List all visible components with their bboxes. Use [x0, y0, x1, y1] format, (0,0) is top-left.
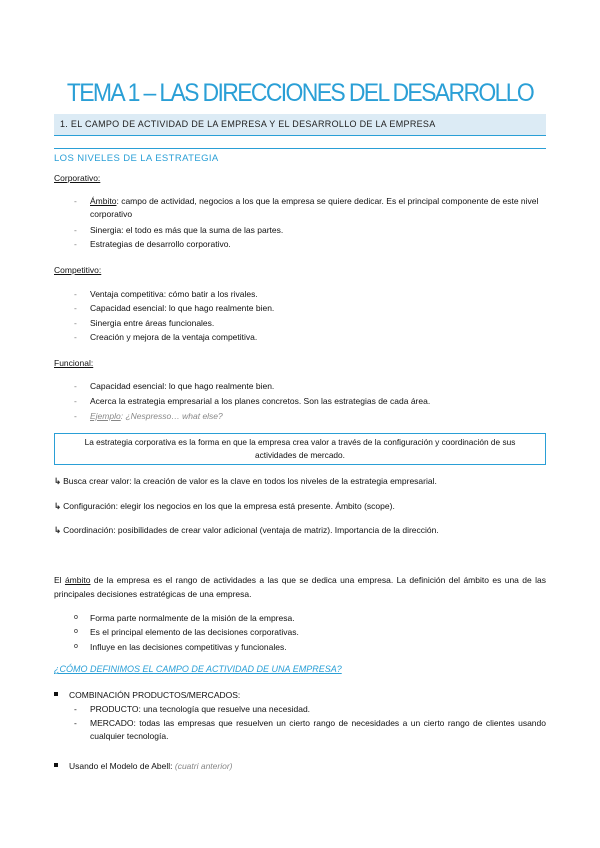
list-item-text: Es el principal elemento de las decisiones corporativas.: [90, 627, 299, 637]
dash-marker: -: [74, 239, 77, 249]
list-item: [74, 302, 546, 315]
page-title: TEMA 1 – LAS DIRECCIONES DEL DESARROLLO: [66, 79, 534, 107]
list-item-text: Estrategias de desarrollo corporativo.: [90, 239, 231, 249]
square-list-item: [54, 760, 546, 773]
corporativo-heading: Corporativo:: [54, 173, 101, 183]
list-item-text: MERCADO: todas las empresas que resuelven un cierto rango de necesidades a un cierto rango de clientes usando cualquier tecnología.: [90, 718, 546, 742]
list-item-text: Forma parte normalmente de la misión de la empresa.: [90, 613, 295, 623]
square-list-item: [54, 689, 546, 702]
square-bullet-icon: [54, 763, 58, 767]
list-item: [74, 331, 546, 344]
sub-list-item: [74, 703, 546, 716]
section-heading: 1. EL CAMPO DE ACTIVIDAD DE LA EMPRESA Y EL DESARROLLO DE LA EMPRESA: [54, 114, 546, 136]
list-item-text: Ámbito: campo de actividad, negocios a los que la empresa se quiere dedicar. Es el principal componente de este nivel corporativo: [90, 196, 539, 220]
arrow-icon: ↳: [54, 525, 62, 535]
example-text: Ejemplo: ¿Nespresso… what else?: [90, 411, 223, 421]
list-item-text: COMBINACIÓN PRODUCTOS/MERCADOS:: [69, 690, 241, 700]
competitivo-heading: Competitivo:: [54, 265, 102, 275]
arrow-line: ↳ Configuración: elegir los negocios en los que la empresa está presente. Ámbito (scope).: [54, 501, 395, 511]
list-item: [74, 612, 534, 625]
dash-marker: -: [74, 396, 77, 406]
list-item: [74, 224, 546, 237]
dash-marker: -: [74, 411, 77, 421]
list-item: [74, 641, 534, 654]
list-item-text: Acerca la estrategia empresarial a los planes concretos. Son las estrategias de cada área.: [90, 396, 431, 406]
circle-bullet-icon: o: [74, 614, 78, 621]
subsection-rule: [54, 148, 546, 149]
dash-marker: -: [74, 196, 77, 206]
list-item: [74, 380, 546, 393]
arrow-icon: ↳: [54, 476, 62, 486]
list-item-text: Capacidad esencial: lo que hago realmente bien.: [90, 381, 275, 391]
dash-marker: -: [74, 225, 77, 235]
list-item-text: Sinergia entre áreas funcionales.: [90, 318, 215, 328]
arrow-line: ↳ Coordinación: posibilidades de crear valor adicional (ventaja de matriz). Importancia de la dirección.: [54, 525, 439, 535]
subsection-heading: LOS NIVELES DE LA ESTRATEGIA: [54, 153, 219, 164]
square-bullet-icon: [54, 692, 58, 696]
highlight-box: La estrategia corporativa es la forma en que la empresa crea valor a través de la configuración y coordinación de sus actividades de mercado.: [54, 433, 546, 465]
list-item: [74, 195, 546, 221]
list-item-text: Creación y mejora de la ventaja competitiva.: [90, 332, 258, 342]
list-item-text: Ventaja competitiva: cómo batir a los rivales.: [90, 289, 258, 299]
arrow-line: ↳ Busca crear valor: la creación de valor es la clave en todos los niveles de la estrategia empresarial.: [54, 476, 437, 486]
list-item-text: Sinergia: el todo es más que la suma de las partes.: [90, 225, 284, 235]
dash-marker: -: [74, 303, 77, 313]
dash-marker: -: [74, 332, 77, 342]
funcional-heading: Funcional:: [54, 358, 94, 368]
ambito-paragraph: El ámbito de la empresa es el rango de actividades a las que se dedica una empresa. La definición del ámbito es una de las principales decisiones estratégicas de una empresa.: [54, 575, 546, 600]
dash-marker: -: [74, 381, 77, 391]
list-item: [74, 238, 546, 251]
question-heading-link[interactable]: ¿CÓMO DEFINIMOS EL CAMPO DE ACTIVIDAD DE UNA EMPRESA?: [54, 664, 342, 674]
list-item: [74, 626, 534, 639]
list-item-text: PRODUCTO: una tecnología que resuelve una necesidad.: [90, 704, 311, 714]
list-item-text: Capacidad esencial: lo que hago realmente bien.: [90, 303, 275, 313]
list-item: [74, 410, 546, 423]
circle-bullet-icon: o: [74, 628, 78, 635]
list-item: [74, 317, 546, 330]
sub-list-item: [74, 717, 546, 743]
dash-marker: -: [74, 289, 77, 299]
dash-marker: -: [74, 704, 77, 714]
circle-bullet-icon: o: [74, 643, 78, 650]
list-item-text: Influye en las decisiones competitivas y funcionales.: [90, 642, 287, 652]
list-item: [74, 288, 546, 301]
arrow-icon: ↳: [54, 501, 62, 511]
dash-marker: -: [74, 718, 77, 728]
list-item: [74, 395, 546, 408]
list-item-text: Usando el Modelo de Abell: (cuatri anterior): [69, 761, 233, 771]
dash-marker: -: [74, 318, 77, 328]
